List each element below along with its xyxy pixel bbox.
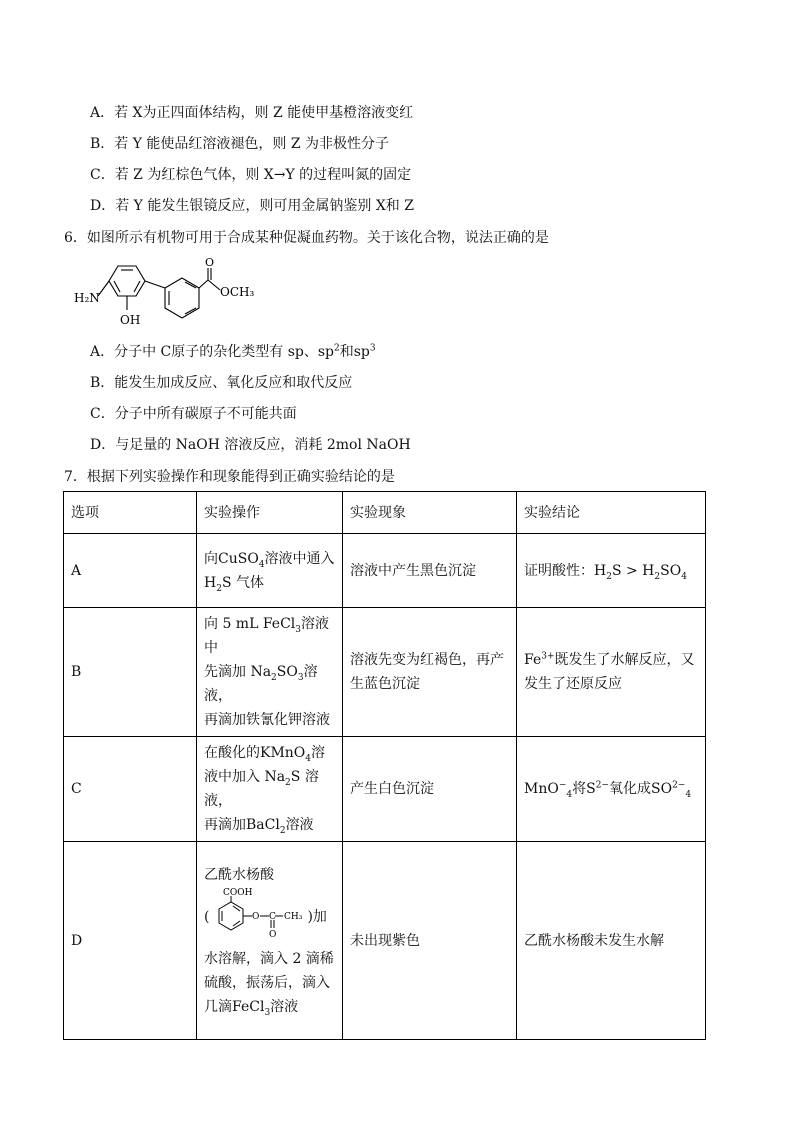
q5-option-b: B．若 Y 能使品红溶液褪色，则 Z 为非极性分子 [90, 136, 390, 152]
q7-stem: 7．根据下列实验操作和现象能得到正确实验结论的是 [64, 469, 395, 485]
q5-option-d: D．若 Y 能发生银镜反应，则可用金属钠鉴别 X和 Z [90, 198, 414, 214]
q5-option-c: C．若 Z 为红棕色气体，则 X→Y 的过程叫氮的固定 [90, 167, 412, 183]
q6-structure-diagram [70, 258, 270, 330]
q6-option-a: A．分子中 C原子的杂化类型有 sp、$sp^2$和$sp^3$ [90, 343, 376, 360]
row-d-operation: 乙酰水杨酸 ( COOH O C O CH₃ )加 水溶解，滴入 2 滴稀 硫酸，振荡后，滴入 几滴FeCl$_3$溶液 [197, 842, 343, 1040]
row-c-label: C [64, 737, 197, 842]
row-c-phenomenon: 产生白色沉淀 [343, 737, 517, 842]
header-conclusion: 实验结论 [517, 492, 706, 534]
ester-o-label: O [252, 911, 260, 922]
cooh-label: COOH [223, 887, 253, 898]
row-d-label: D [64, 842, 197, 1040]
row-b-operation: 向 5 mL FeCl$_3$溶液中 先滴加 $Na_2SO_3$溶液， 再滴加铁氰化钾溶液 [197, 608, 343, 737]
header-operation: 实验操作 [197, 492, 343, 534]
table-row-a [64, 534, 706, 608]
q6-option-c: C．分子中所有碳原子不可能共面 [90, 406, 297, 422]
carbonyl-c-label: C [269, 911, 277, 922]
nh2-label: H₂N [74, 291, 100, 305]
experiment-table [63, 491, 706, 1040]
row-b-conclusion: $Fe^{3+}$既发生了水解反应，又 发生了还原反应 [517, 608, 706, 737]
table-row-b [64, 608, 706, 737]
row-c-conclusion: MnO−$_4$将$S^{2-}$氧化成$SO^{2-}_4$ [517, 737, 706, 842]
header-option: 选项 [64, 492, 197, 534]
row-b-label: B [64, 608, 197, 737]
row-d-phenomenon: 未出现紫色 [343, 842, 517, 1040]
aspirin-structure-diagram [209, 887, 307, 947]
row-a-operation: 向CuSO$_4$溶液中通入 $H_2S$ 气体 [197, 534, 343, 608]
q6-option-d: D．与足量的 NaOH 溶液反应，消耗 2mol NaOH [90, 437, 411, 453]
oh-label: OH [120, 313, 141, 327]
och3-label: OCH₃ [220, 285, 255, 299]
table-row-c [64, 737, 706, 842]
table-header-row [64, 492, 706, 534]
row-b-phenomenon: 溶液先变为红褐色，再产 生蓝色沉淀 [343, 608, 517, 737]
row-d-conclusion: 乙酰水杨酸未发生水解 [517, 842, 706, 1040]
carbonyl-o-label: O [205, 258, 215, 269]
row-a-conclusion: 证明酸性：$H_2S > H_2SO_4$ [517, 534, 706, 608]
table-row-d [64, 842, 706, 1040]
q6-option-b: B．能发生加成反应、氧化反应和取代反应 [90, 375, 353, 391]
header-phenomenon: 实验现象 [343, 492, 517, 534]
carbonyl-o2-label: O [269, 929, 277, 940]
row-a-phenomenon: 溶液中产生黑色沉淀 [343, 534, 517, 608]
q5-option-a: A．若 X为正四面体结构，则 Z 能使甲基橙溶液变红 [90, 105, 414, 121]
ch3-label: CH₃ [284, 911, 303, 922]
q6-stem: 6．如图所示有机物可用于合成某种促凝血药物。关于该化合物，说法正确的是 [64, 230, 549, 246]
row-a-label: A [64, 534, 197, 608]
row-c-operation: 在酸化的KMnO$_4$溶 液中加入 $Na_2S$ 溶液， 再滴加BaCl$_2$溶液 [197, 737, 343, 842]
